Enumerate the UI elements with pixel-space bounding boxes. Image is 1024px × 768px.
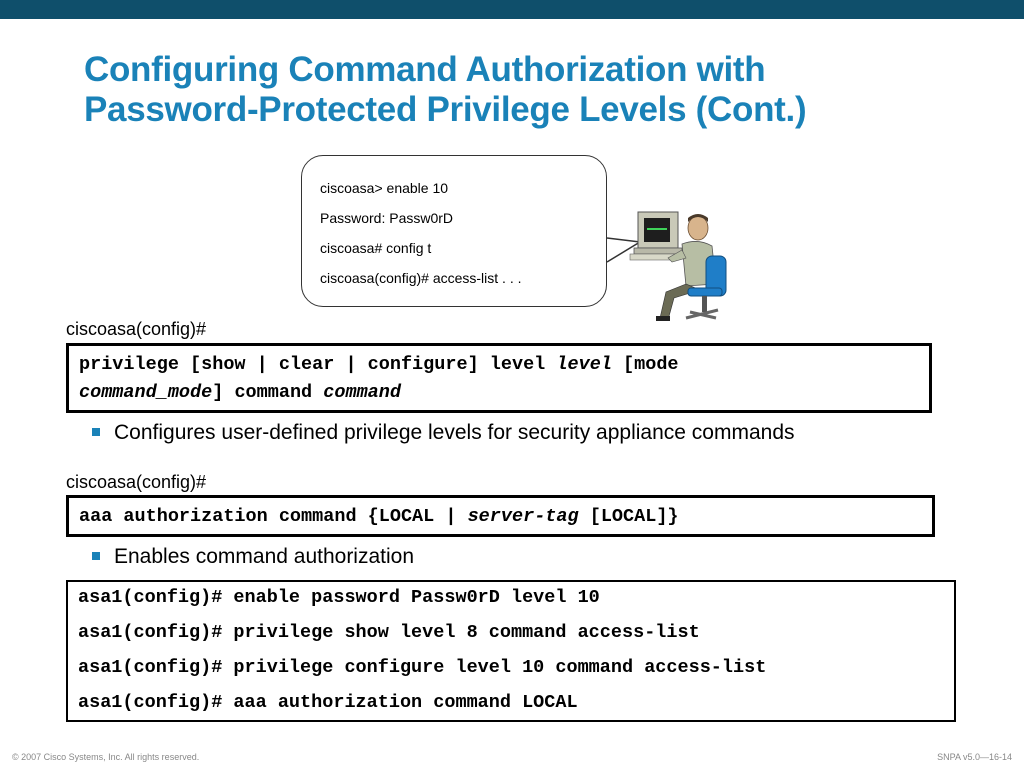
syntax-arg-command-mode: command_mode: [79, 382, 213, 403]
bullet-text: Enables command authorization: [114, 545, 415, 568]
syntax-arg-server-tag: server-tag: [467, 506, 579, 527]
bullet-square-icon: [92, 428, 100, 436]
example-line-1: asa1(config)# enable password Passw0rD level 10: [78, 587, 600, 608]
prompt-label-2: ciscoasa(config)#: [66, 472, 207, 492]
syntax-text: ] command: [212, 382, 324, 403]
course-code: SNPA v5.0—16-14: [937, 752, 1012, 762]
callout-line-3: ciscoasa# config t: [320, 240, 432, 256]
bullet-text: Configures user-defined privilege levels for security appliance commands: [114, 421, 795, 444]
title-line-1: Configuring Command Authorization with: [84, 50, 766, 89]
admin-terminal-illustration: [600, 200, 740, 330]
slide-title: [84, 50, 1004, 130]
cli-callout: [301, 155, 607, 307]
copyright: © 2007 Cisco Systems, Inc. All rights reserved.: [12, 752, 200, 762]
prompt-label-1: ciscoasa(config)#: [66, 319, 207, 339]
example-config-box: [66, 580, 956, 722]
syntax-text: privilege [show | clear | configure] level: [79, 354, 557, 375]
privilege-syntax-box: [66, 343, 932, 413]
syntax-line-1: [79, 354, 679, 376]
callout-line-4: ciscoasa(config)# access-list . . .: [320, 270, 522, 286]
example-line-2: asa1(config)# privilege show level 8 command access-list: [78, 622, 700, 643]
example-line-4: asa1(config)# aaa authorization command LOCAL: [78, 692, 578, 713]
bullet-square-icon: [92, 552, 100, 560]
syntax-text: [mode: [611, 354, 679, 375]
syntax-text: [LOCAL]}: [578, 506, 679, 527]
title-line-2: Password-Protected Privilege Levels (Cont.): [84, 90, 807, 129]
syntax-arg-command: command: [323, 382, 401, 403]
aaa-syntax-box: [66, 495, 935, 537]
syntax-line-2: [79, 382, 401, 404]
syntax-text: aaa authorization command {LOCAL |: [79, 506, 468, 527]
callout-line-2: Password: Passw0rD: [320, 210, 454, 226]
syntax-arg-level: level: [556, 354, 612, 375]
top-banner: [0, 0, 1024, 19]
syntax-line: [79, 506, 679, 528]
bullet-2: [92, 545, 414, 569]
example-line-3: asa1(config)# privilege configure level 10 command access-list: [78, 657, 767, 678]
bullet-1: [92, 421, 795, 445]
callout-line-1: ciscoasa> enable 10: [320, 180, 449, 196]
